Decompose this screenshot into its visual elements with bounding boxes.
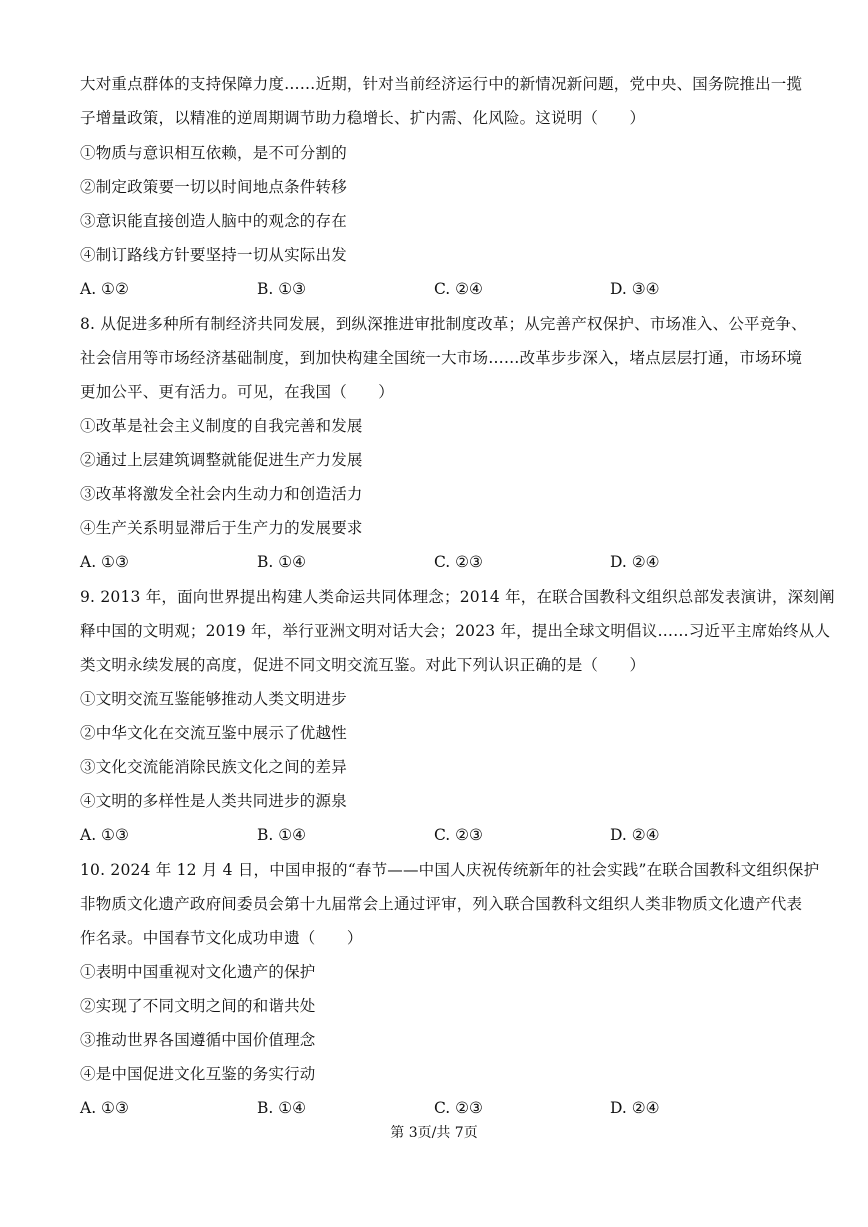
q8-option-d: D. ②④	[610, 553, 660, 571]
q7-stem-line-1: 大对重点群体的支持保障力度……近期，针对当前经济运行中的新情况新问题，党中央、国务院推出一揽	[80, 75, 803, 93]
q7-option-b: B. ①③	[257, 280, 307, 298]
q9-stem-line-2: 释中国的文明观；2019 年，举行亚洲文明对话大会；2023 年，提出全球文明倡议……习近平主席始终从人	[80, 622, 831, 640]
q9-option-a: A. ①③	[80, 826, 129, 844]
q8-stem-line-2: 社会信用等市场经济基础制度，到加快构建全国统一大市场……改革步步深入，堵点层层打通，市场环境	[80, 349, 803, 367]
q10-item-2: ②实现了不同文明之间的和谐共处	[80, 997, 316, 1015]
q10-stem-line-1: 10. 2024 年 12 月 4 日，中国申报的“春节——中国人庆祝传统新年的社会实践”在联合国教科文组织保护	[80, 861, 820, 879]
q8-option-a: A. ①③	[80, 553, 129, 571]
q7-option-c: C. ②④	[434, 280, 483, 298]
q8-stem-line-1: 8. 从促进多种所有制经济共同发展，到纵深推进审批制度改革；从完善产权保护、市场准入、公平竞争、	[80, 315, 807, 333]
q10-stem-line-3: 作名录。中国春节文化成功申遗（ ）	[80, 929, 363, 947]
q10-option-b: B. ①④	[257, 1099, 307, 1117]
q10-option-c: C. ②③	[434, 1099, 483, 1117]
q9-stem-line-1: 9. 2013 年，面向世界提出构建人类命运共同体理念；2014 年，在联合国教科文组织总部发表演讲，深刻阐	[80, 588, 835, 606]
q9-option-d: D. ②④	[610, 826, 660, 844]
q10-item-3: ③推动世界各国遵循中国价值理念	[80, 1031, 316, 1049]
q7-item-3: ③意识能直接创造人脑中的观念的存在	[80, 212, 347, 230]
q7-option-a: A. ①②	[80, 280, 129, 298]
q8-option-b: B. ①④	[257, 553, 307, 571]
q7-stem-line-2: 子增量政策，以精准的逆周期调节助力稳增长、扩内需、化风险。这说明（ ）	[80, 109, 646, 127]
q8-option-c: C. ②③	[434, 553, 483, 571]
q10-stem-line-2: 非物质文化遗产政府间委员会第十九届常会上通过评审，列入联合国教科文组织人类非物质文化遗产代表	[80, 895, 803, 913]
q9-item-4: ④文明的多样性是人类共同进步的源泉	[80, 792, 347, 810]
q7-option-d: D. ③④	[610, 280, 660, 298]
q9-option-b: B. ①④	[257, 826, 307, 844]
q7-item-4: ④制订路线方针要坚持一切从实际出发	[80, 246, 347, 264]
q9-item-2: ②中华文化在交流互鉴中展示了优越性	[80, 724, 347, 742]
q9-option-c: C. ②③	[434, 826, 483, 844]
q10-option-a: A. ①③	[80, 1099, 129, 1117]
q8-item-1: ①改革是社会主义制度的自我完善和发展	[80, 417, 363, 435]
q9-item-1: ①文明交流互鉴能够推动人类文明进步	[80, 690, 347, 708]
q8-item-3: ③改革将激发全社会内生动力和创造活力	[80, 485, 363, 503]
q8-item-2: ②通过上层建筑调整就能促进生产力发展	[80, 451, 363, 469]
q7-item-2: ②制定政策要一切以时间地点条件转移	[80, 178, 347, 196]
q10-option-d: D. ②④	[610, 1099, 660, 1117]
page-number-footer: 第 3页/共 7页	[390, 1125, 478, 1141]
q10-item-1: ①表明中国重视对文化遗产的保护	[80, 963, 316, 981]
q10-item-4: ④是中国促进文化互鉴的务实行动	[80, 1065, 316, 1083]
q7-item-1: ①物质与意识相互依赖，是不可分割的	[80, 144, 347, 162]
q8-stem-line-3: 更加公平、更有活力。可见，在我国（ ）	[80, 383, 395, 401]
q9-item-3: ③文化交流能消除民族文化之间的差异	[80, 758, 347, 776]
q8-item-4: ④生产关系明显滞后于生产力的发展要求	[80, 519, 363, 537]
q9-stem-line-3: 类文明永续发展的高度，促进不同文明交流互鉴。对此下列认识正确的是（ ）	[80, 656, 646, 674]
